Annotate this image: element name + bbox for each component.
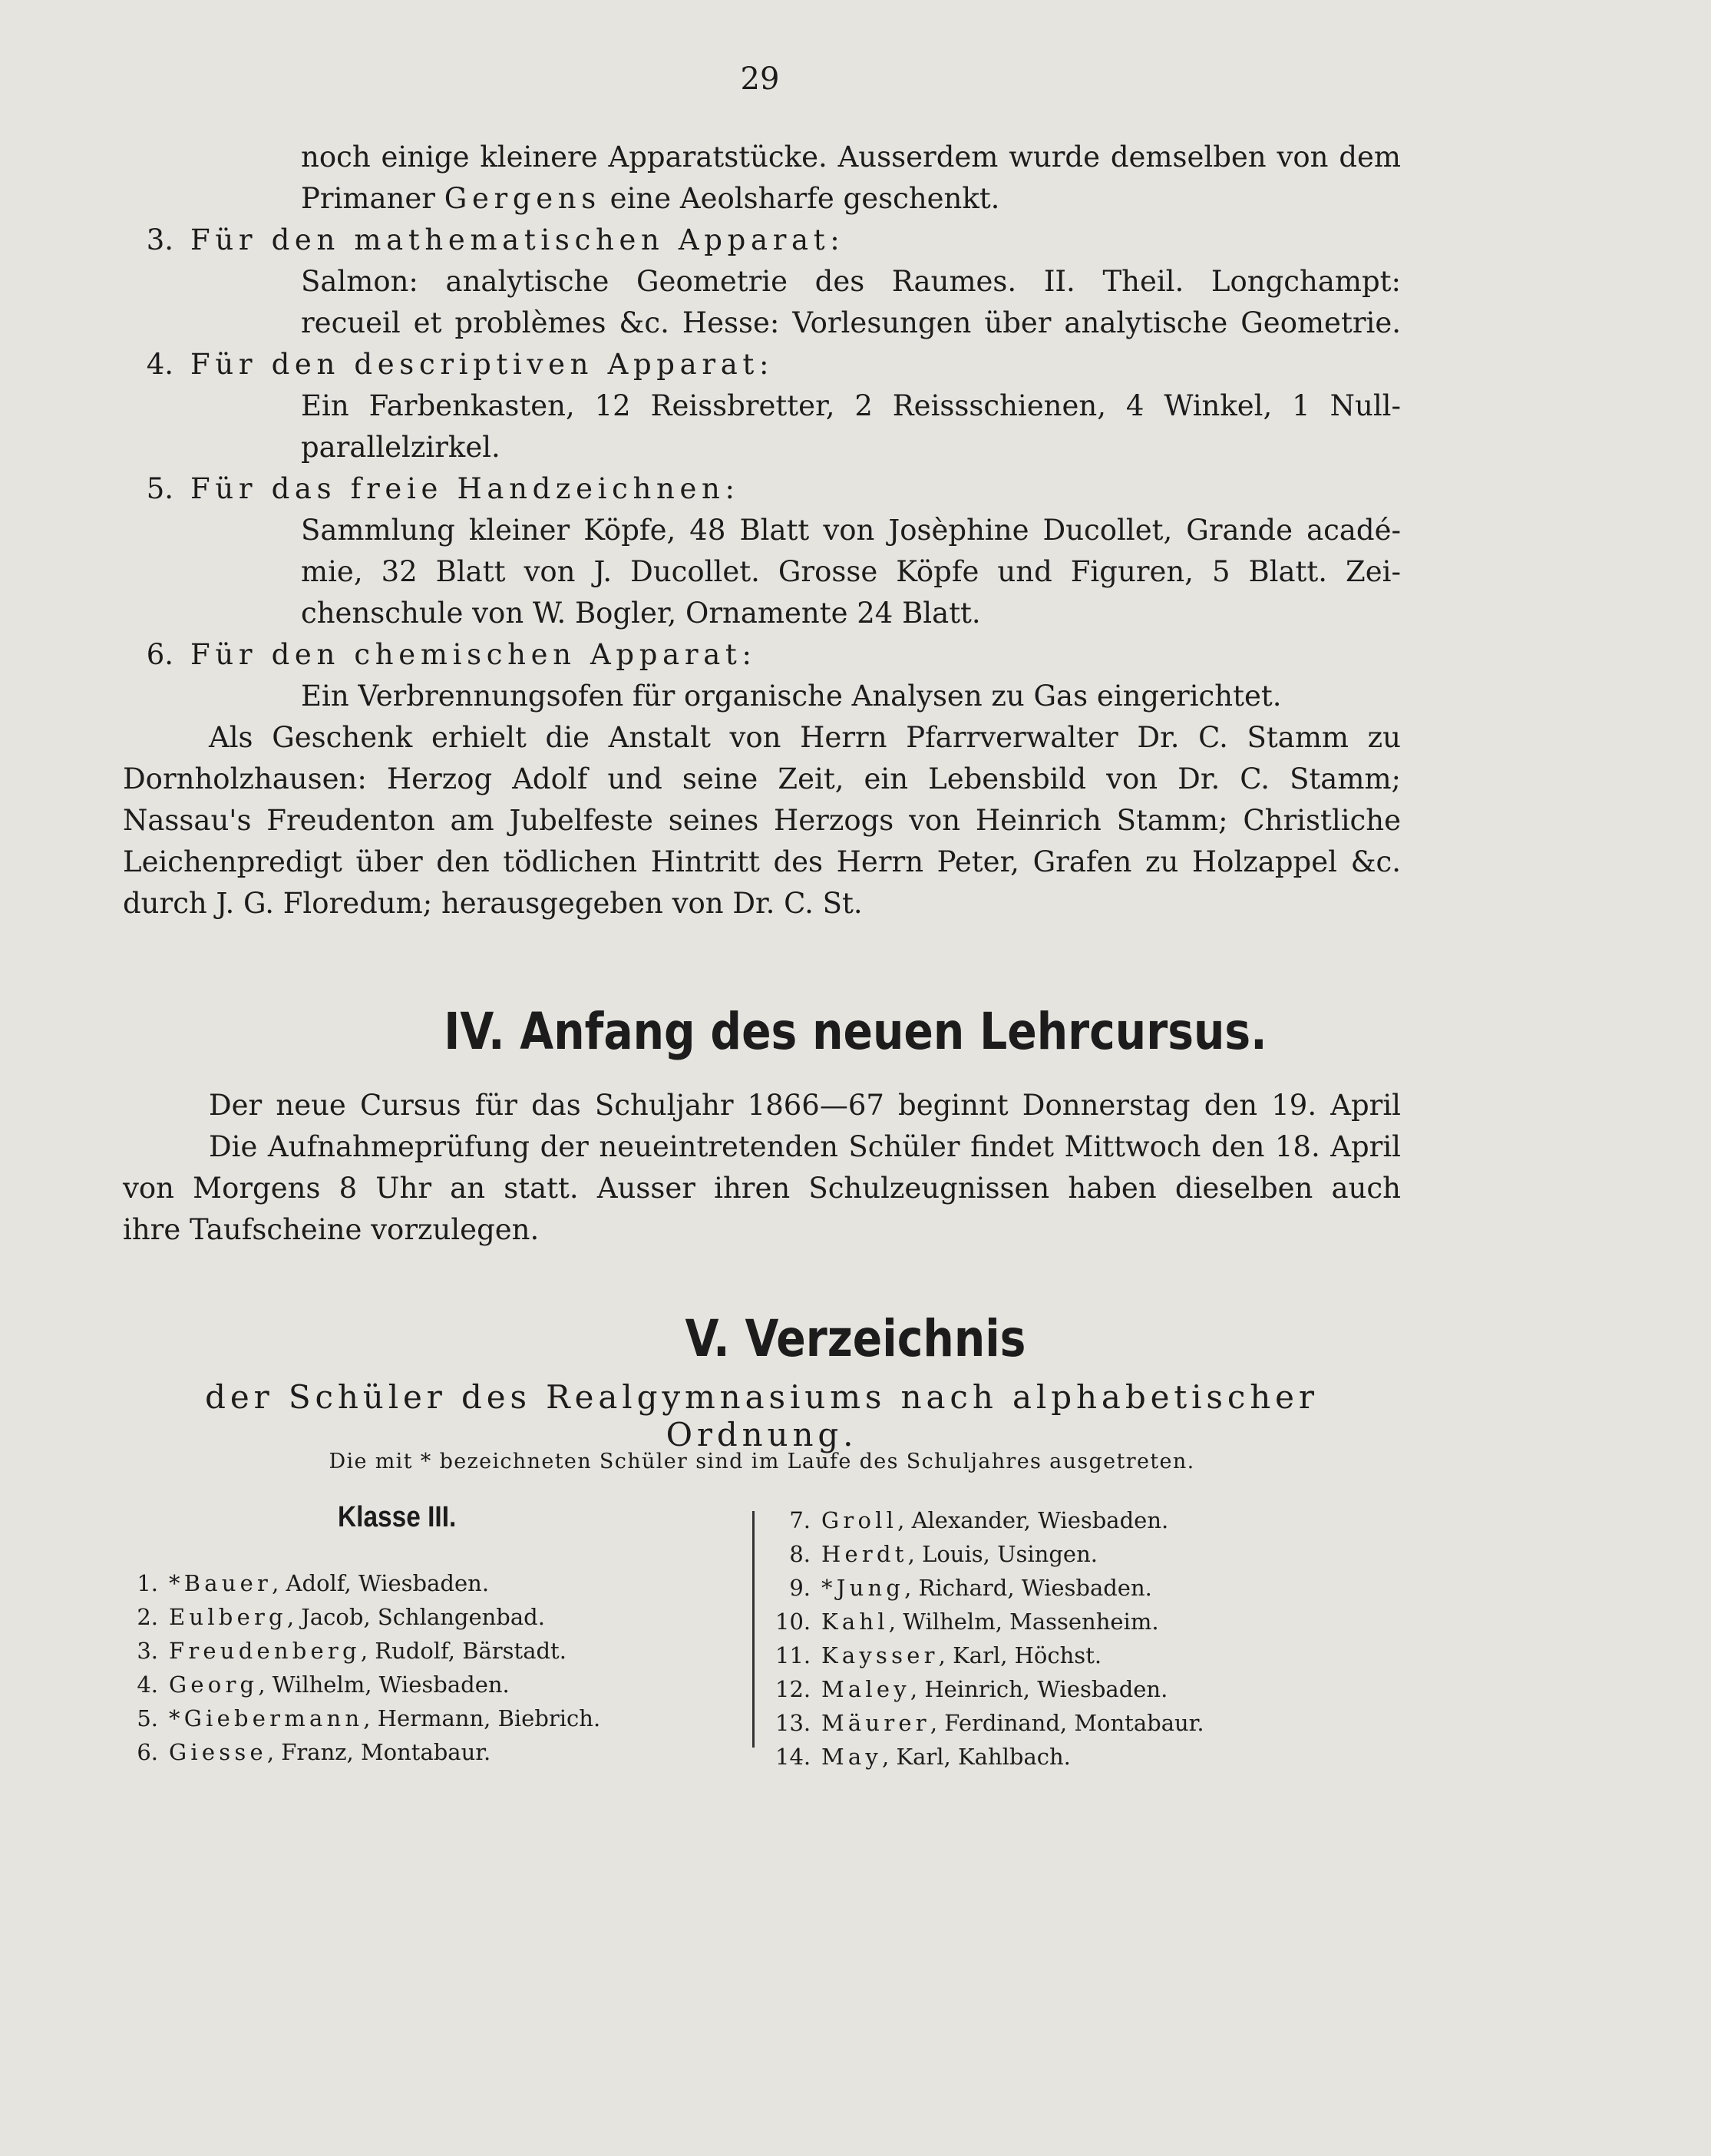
list-item: 6. Giesse , Franz, Montabaur. (137, 1739, 491, 1765)
section-iv-heading: IV. Anfang des neuen Lehrcursus. (444, 1002, 1267, 1061)
list-item (123, 344, 1401, 468)
item-title: 3. Für den mathematischen Apparat: (146, 223, 845, 256)
list-item: 14. May , Karl, Kahlbach. (775, 1744, 1071, 1770)
footnote-legend: Die mit * bezeichneten Schüler sind im Laufe des Schuljahres ausgetreten. (329, 1450, 1195, 1473)
text-line: Der neue Cursus für das Schuljahr 1866—67 beginnt Donnerstag den 19. April (209, 1089, 1401, 1122)
list-item: 7. Groll , Alexander, Wiesbaden. (789, 1507, 1169, 1533)
list-item: 2. Eulberg , Jacob, Schlangenbad. (137, 1604, 545, 1630)
text-line: Sammlung kleiner Köpfe, 48 Blatt von Josèphine Ducollet, Grande acadé- (301, 514, 1401, 547)
section-iv-text (123, 1085, 1401, 1251)
gift-paragraph (123, 717, 1401, 924)
text-line: Leichenpredigt über den tödlichen Hintritt des Herrn Peter, Grafen zu Holzappel &c. (123, 845, 1401, 878)
list-item: 9. *Jung , Richard, Wiesbaden. (789, 1575, 1152, 1601)
text-line: Nassau's Freudenton am Jubelfeste seines Herzogs von Heinrich Stamm; Christliche (123, 804, 1401, 837)
list-item: 8. Herdt , Louis, Usingen. (789, 1541, 1098, 1567)
text-line: ihre Taufscheine vorzulegen. (123, 1213, 540, 1246)
item-title: 6. Für den chemischen Apparat: (146, 638, 757, 671)
text-line: Dornholzhausen: Herzog Adolf und seine Zeit, ein Lebensbild von Dr. C. Stamm; (123, 762, 1401, 795)
list-item: 4. Georg , Wilhelm, Wiesbaden. (137, 1672, 510, 1698)
text-line: Als Geschenk erhielt die Anstalt von Herrn Pfarrverwalter Dr. C. Stamm zu (209, 721, 1401, 754)
list-item: 12. Maley , Heinrich, Wiesbaden. (775, 1676, 1168, 1702)
list-item (123, 634, 1401, 717)
list-item (123, 468, 1401, 634)
list-item: 3. Freudenberg , Rudolf, Bärstadt. (137, 1638, 566, 1664)
text-line: noch einige kleinere Apparatstücke. Ausserdem wurde demselben von dem (301, 141, 1401, 174)
student-list-right (775, 1503, 1204, 1774)
list-item: 1. *Bauer , Adolf, Wiesbaden. (137, 1570, 490, 1596)
list-item: 13. Mäurer , Ferdinand, Montabaur. (775, 1710, 1204, 1736)
list-item: 5. *Giebermann , Hermann, Biebrich. (137, 1705, 601, 1731)
list-item: 10. Kahl , Wilhelm, Massenheim. (775, 1609, 1159, 1635)
person-name: Gergens (444, 182, 601, 215)
column-divider (752, 1511, 755, 1748)
text-line: recueil et problèmes &c. Hesse: Vorlesungen über analytische Geometrie. (301, 306, 1401, 339)
text-line: durch J. G. Floredum; herausgegeben von Dr. C. St. (123, 887, 863, 920)
section-v-heading: V. Verzeichnis (685, 1309, 1026, 1368)
text-line: Ein Farbenkasten, 12 Reissbretter, 2 Reissschienen, 4 Winkel, 1 Null- (301, 389, 1401, 422)
list-item (123, 220, 1401, 344)
text-line: parallelzirkel. (301, 431, 500, 464)
item-title: 5. Für das freie Handzeichnen: (146, 472, 740, 505)
section-iii-continuation (123, 137, 1401, 924)
text-line: Salmon: analytische Geometrie des Raumes. II. Theil. Longchampt: (301, 265, 1401, 298)
text-line: chenschule von W. Bogler, Ornamente 24 Blatt. (301, 597, 981, 630)
class-heading: Klasse III. (338, 1501, 457, 1533)
text-line: Ein Verbrennungsofen für organische Analysen zu Gas eingerichtet. (301, 680, 1282, 713)
page-number: 29 (740, 61, 780, 97)
text-line: Primaner Gergens eine Aeolsharfe geschenkt. (301, 182, 1000, 215)
list-item: 11. Kaysser , Karl, Höchst. (775, 1642, 1102, 1668)
item-title: 4. Für den descriptiven Apparat: (146, 348, 775, 381)
text-line: mie, 32 Blatt von J. Ducollet. Grosse Köpfe und Figuren, 5 Blatt. Zei- (301, 555, 1401, 588)
student-list-left (123, 1566, 600, 1769)
text-line: Die Aufnahmeprüfung der neueintretenden Schüler findet Mittwoch den 18. April (209, 1130, 1401, 1163)
section-v-subheading: der Schüler des Realgymnasiums nach alphabetischer Ordnung. (205, 1378, 1319, 1453)
text-line: von Morgens 8 Uhr an statt. Ausser ihren Schulzeugnissen haben dieselben auch (123, 1172, 1401, 1205)
